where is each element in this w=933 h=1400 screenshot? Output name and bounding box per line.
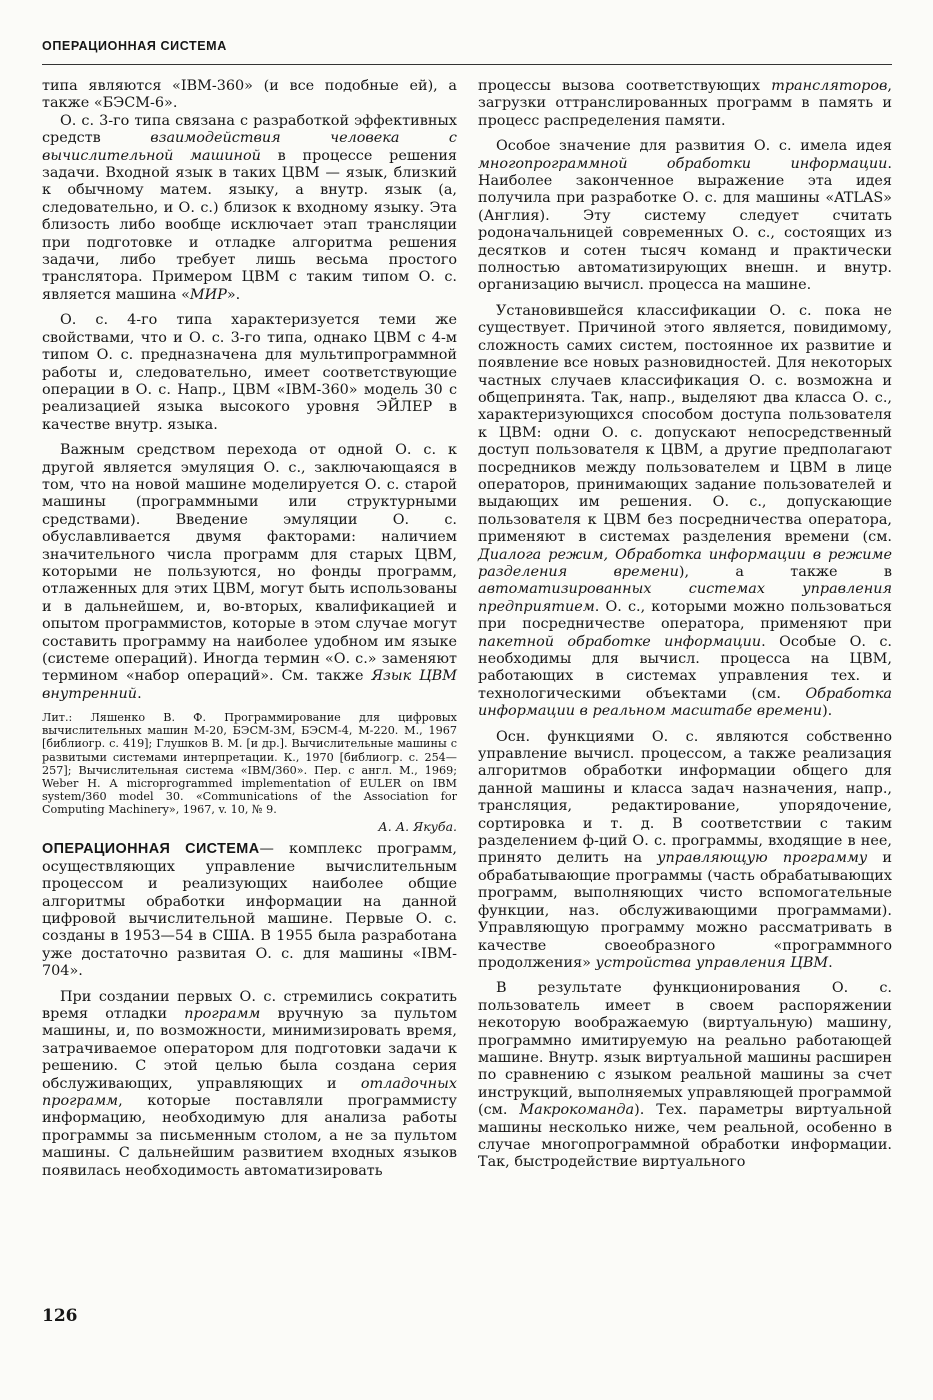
paragraph: При создании первых О. с. стремились сократить время отладки программ вручную за пультом машины, и, по возможности, минимизировать время, затрачиваемое оператором для подготовки задачи к решению. С этой целью была создана серия обслуживающих, управляющих и отладочных программ, которые поставляли программисту информацию, необходимую для анализа работы программы за письменным столом, а не за пультом машины. С дальнейшим развитием входных языков появилась необходимость автоматизировать <box>42 988 458 1179</box>
paragraph: О. с. 3-го типа связана с разработкой эффективных средств взаимодействия человека с вычислительной машиной в процессе решения задачи. Входной язык в таких ЦВМ — язык, близкий к обычному матем. языку, а внутр. язык (а, следовательно, и О. с.) близок к входному языку. Эта близость либо вообще исключает этап трансляции при подготовке и отладке алгоритма решения задачи, либо требует лишь весьма простого транслятора. Примером ЦВМ с таким типом О. с. является машина «МИР». <box>42 112 457 303</box>
paragraph: Установившейся классификации О. с. пока не существует. Причиной этого является, повидимому, сложность самих систем, постоянное их развитие и появление все новых разновидностей. Для некоторых частных случаев классификация О. с. возможна и общепринята. Так, напр., выделяют два класса О. с., характеризующихся способом доступа пользователя к ЦВМ: одни О. с. допускают непосредственный доступ пользователя к ЦВМ, а другие предполагают посредников между пользователем и ЦВМ в лице операторов, принимающих задание пользователей и выдающих им решения. О. с., допускающие пользователя к ЦВМ без посредничества оператора, применяют в системах разделения времени (см. Диалога режим, Обработка информации в режиме разделения времени), а также в автоматизированных системах управления предприятием. О. с., которыми можно пользоваться при посредничестве оператора, применяют при пакетной обработке информации. Особые О. с. необходимы для вычисл. процесса на ЦВМ, работающих в системах управления тех. и технологическими объектами (см. Обработка информации в реальном масштабе времени). <box>478 302 892 720</box>
paragraph: типа являются «IBM-360» (и все подобные ей), а также «БЭСМ-6». <box>42 78 457 112</box>
paragraph: В результате функционирования О. с. пользователь имеет в своем распоряжении некоторую воображаемую (виртуальную) машину, программно имитируемую на реально работающей машине. Внутр. язык виртуальной машины расширен по сравнению с языком реальной машины за счет инструкций, выполняемых управляющей программой (см. Макрокоманда). Тех. параметры виртуальной машины несколько ниже, чем реальной, особенно в случае многопрограммной обработки информации. Так, быстродействие виртуального <box>478 980 892 1171</box>
paragraph: О. с. 4-го типа характеризуется теми же свойствами, что и О. с. 3-го типа, однако ЦВМ с 4-м типом О. с. предназначена для мультипрограммной работы и, следовательно, имеет соответствующие операции в О. с. Напр., ЦВМ «IBM-360» модель 30 с реализацией языка высокого уровня ЭЙЛЕР в качестве внутр. языка. <box>42 312 457 433</box>
literature-references: Лит.: Ляшенко В. Ф. Программирование для цифровых вычислительных машин М-20, БЭСМ-3М, БЭСМ-4, М-220. М., 1967 [библиогр. с. 419]; Глушков В. М. [и др.]. Вычислительные машины с развитыми системами интерпретации. К., 1970 [библиогр. с. 254—257]; Вычислительная система «IBM/360». Пер. с англ. М., 1969; Weber H. A microprogrammed implementation of EULER on IBM system/360 model 30. «Communications of the Association for Computing Machinery», 1967, v. 10, № 9. <box>42 711 457 816</box>
page-number: 126 <box>42 1306 78 1326</box>
paragraph: Осн. функциями О. с. являются собственно управление вычисл. процессом, а также реализация алгоритмов обработки информации общего для данной машины и класса задач назначения, напр., трансляция, редактирование, упорядочение, сортировка и т. д. В соответствии с таким разделением ф-ций О. с. программы, входящие в нее, принято делить на управляющую программу и обрабатывающие программы (часть обрабатывающих программ, выполняющих чисто вспомогательные функции, наз. обслуживающими программами). Управляющую программу можно рассматривать в качестве своеобразного «программного продолжения» устройства управления ЦВМ. <box>478 728 893 971</box>
entry-paragraph: ОПЕРАЦИОННАЯ СИСТЕМА— комплекс программ, осуществляющих управление вычислительным процессом и реализующих наиболее общие алгоритмы обработки информации на данной цифровой вычислительной машине. Первые О. с. созданы в 1953—54 в США. В 1955 была разработана уже достаточно развитая О. с. для машины «IBM-704». <box>42 841 457 980</box>
running-head: ОПЕРАЦИОННАЯ СИСТЕМА <box>42 39 227 53</box>
header-rule <box>42 64 892 65</box>
paragraph: Важным средством перехода от одной О. с. к другой является эмуляция О. с., заключающаяся в том, что на новой машине моделируется О. с. старой машины (программными или структурными средствами). Введение эмуляции О. с. обуславливается двумя факторами: наличием значительного числа программ для старых ЦВМ, которыми не пользуются, но фонды программ, отлаженных для этих ЦВМ, могут быть использованы и в дальнейшем, и, во-вторых, квалификацией и опытом программистов, которые в этом случае могут составить программу на наиболее удобном им языке (системе операций). Иногда термин «О. с.» заменяют термином «набор операций». См. также Язык ЦВМ внутренний. <box>42 442 457 702</box>
author-signature: А. А. Якуба. <box>378 818 457 834</box>
entry-title: ОПЕРАЦИОННАЯ СИСТЕМА <box>42 841 260 858</box>
right-column <box>478 78 892 1172</box>
paragraph: Особое значение для развития О. с. имела идея многопрограммной обработки информации. Наиболее законченное выражение эта идея получила при разработке О. с. для машины «ATLAS» (Англия). Эту систему следует считать родоначальницей современных О. с., состоящих из десятков и сотен тысяч команд и практически полностью автоматизирующих внешн. и внутр. организацию вычисл. процесса на машине. <box>478 138 892 294</box>
left-column <box>42 78 457 1180</box>
paragraph: процессы вызова соответствующих трансляторов, загрузки оттранслированных программ в память и процесс распределения памяти. <box>478 78 892 129</box>
